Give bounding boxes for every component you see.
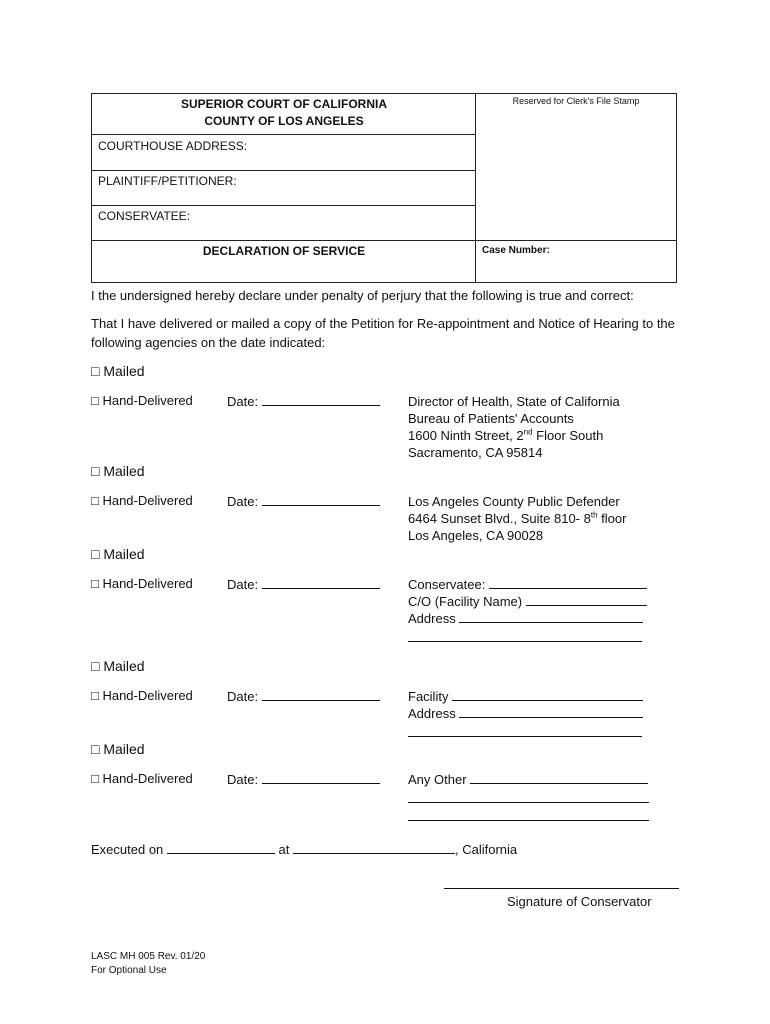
executed-line bbox=[91, 840, 517, 859]
courthouse-address-label: COURTHOUSE ADDRESS: bbox=[98, 139, 248, 153]
form-number: LASC MH 005 Rev. 01/20 bbox=[91, 951, 206, 962]
facility-address bbox=[408, 688, 643, 722]
mailed-checkbox[interactable]: □ Mailed bbox=[91, 658, 145, 674]
caption-rule bbox=[92, 134, 475, 135]
form-title: DECLARATION OF SERVICE bbox=[202, 244, 366, 258]
agency-line: Bureau of Patients' Accounts bbox=[408, 411, 574, 426]
date-label: Date: bbox=[227, 772, 259, 787]
date-field[interactable] bbox=[227, 493, 380, 509]
conservatee-label: CONSERVATEE: bbox=[98, 209, 191, 223]
case-number-label: Case Number: bbox=[482, 245, 550, 256]
clerk-stamp-label: Reserved for Clerk's File Stamp bbox=[512, 96, 640, 106]
agency-line: 1600 Ninth Street, 2nd Floor South bbox=[408, 427, 604, 443]
facility-field[interactable]: Facility bbox=[408, 688, 643, 705]
hand-delivered-checkbox[interactable]: □ Hand-Delivered bbox=[91, 688, 193, 703]
date-field[interactable] bbox=[227, 576, 380, 592]
executed-at-label: at bbox=[278, 842, 290, 857]
caption-box bbox=[91, 93, 677, 283]
date-label: Date: bbox=[227, 494, 259, 509]
court-county: COUNTY OF LOS ANGELES bbox=[204, 114, 364, 128]
hand-delivered-checkbox[interactable]: □ Hand-Delivered bbox=[91, 493, 193, 508]
agency-line: Los Angeles, CA 90028 bbox=[408, 528, 544, 543]
date-field[interactable] bbox=[227, 393, 380, 409]
facility-name-field[interactable]: C/O (Facility Name) bbox=[408, 593, 647, 610]
date-field[interactable] bbox=[227, 771, 380, 787]
address-continuation-line[interactable] bbox=[408, 641, 642, 642]
signature-label: Signature of Conservator bbox=[507, 894, 652, 909]
executed-date-field[interactable] bbox=[167, 841, 275, 854]
mailed-checkbox[interactable]: □ Mailed bbox=[91, 741, 145, 757]
court-name: SUPERIOR COURT OF CALIFORNIA bbox=[181, 97, 387, 111]
caption-rule bbox=[92, 240, 677, 241]
conservatee-field[interactable]: Conservatee: bbox=[408, 576, 647, 593]
mailed-checkbox[interactable]: □ Mailed bbox=[91, 363, 145, 379]
agency-line: Los Angeles County Public Defender bbox=[408, 494, 620, 509]
date-label: Date: bbox=[227, 394, 259, 409]
any-other-line[interactable] bbox=[408, 802, 649, 803]
agency-line: Director of Health, State of California bbox=[408, 394, 620, 409]
date-field[interactable] bbox=[227, 688, 380, 704]
date-label: Date: bbox=[227, 689, 259, 704]
delivery-statement: That I have delivered or mailed a copy of the Petition for Re-appointment and Notice of Hearing to the following agencies on the date indicated: bbox=[91, 316, 675, 350]
declaration-statement: I the undersigned hereby declare under penalty of perjury that the following is true and correct: bbox=[91, 288, 634, 303]
caption-rule bbox=[92, 205, 475, 206]
executed-place-field[interactable] bbox=[293, 841, 455, 854]
hand-delivered-checkbox[interactable]: □ Hand-Delivered bbox=[91, 771, 193, 786]
executed-on-label: Executed on bbox=[91, 842, 164, 857]
mailed-checkbox[interactable]: □ Mailed bbox=[91, 546, 145, 562]
date-label: Date: bbox=[227, 577, 259, 592]
any-other-field[interactable]: Any Other bbox=[408, 771, 648, 788]
signature-line[interactable] bbox=[444, 888, 679, 889]
address-field[interactable]: Address bbox=[408, 610, 647, 627]
agency-address bbox=[408, 393, 620, 461]
agency-line: 6464 Sunset Blvd., Suite 810- 8th floor bbox=[408, 510, 627, 526]
california-label: , California bbox=[455, 842, 518, 857]
form-use-note: For Optional Use bbox=[91, 965, 167, 976]
address-continuation-line[interactable] bbox=[408, 736, 642, 737]
agency-address bbox=[408, 493, 626, 544]
agency-line: Sacramento, CA 95814 bbox=[408, 445, 543, 460]
hand-delivered-checkbox[interactable]: □ Hand-Delivered bbox=[91, 393, 193, 408]
address-field[interactable]: Address bbox=[408, 705, 643, 722]
mailed-checkbox[interactable]: □ Mailed bbox=[91, 463, 145, 479]
plaintiff-label: PLAINTIFF/PETITIONER: bbox=[98, 174, 237, 188]
hand-delivered-checkbox[interactable]: □ Hand-Delivered bbox=[91, 576, 193, 591]
any-other-line[interactable] bbox=[408, 820, 649, 821]
caption-rule bbox=[92, 170, 475, 171]
conservatee-address bbox=[408, 576, 647, 627]
